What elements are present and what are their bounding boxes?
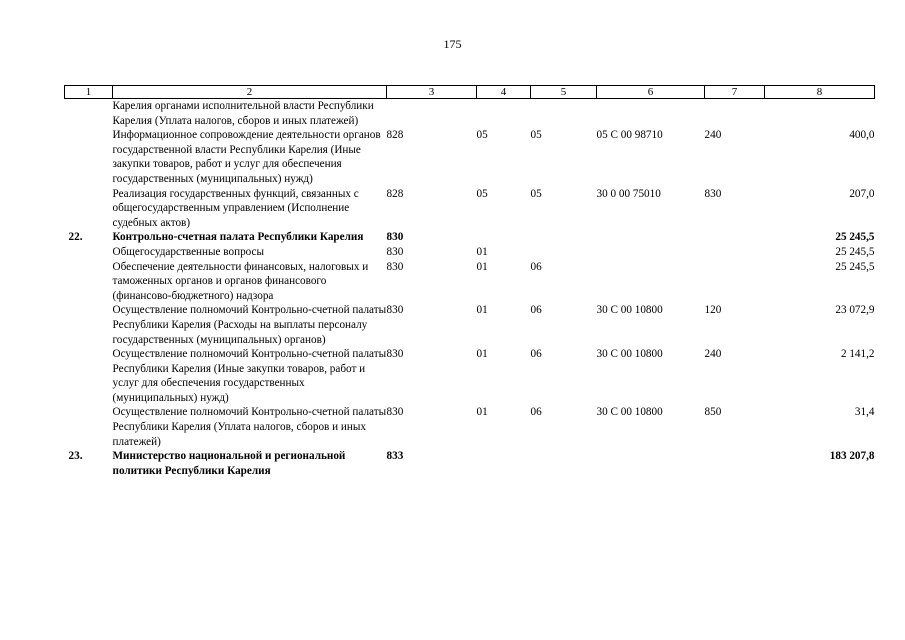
budget-table [64,85,875,478]
column-header-6: 6 [597,86,705,99]
target-article-cell [597,245,705,260]
subsection-code-cell [531,245,597,260]
subsection-code-cell: 05 [530,187,542,200]
target-article-cell: 30 С 00 10800 [596,304,663,317]
amount-cell: 2 141,2 [840,348,875,361]
amount-cell: 25 245,5 [835,260,875,273]
row-number-cell [65,303,113,347]
expense-type-cell: 240 [704,129,722,142]
section-code-cell: 01 [476,348,488,361]
target-article-cell: 30 С 00 10800 [596,406,663,419]
amount-cell [765,99,875,129]
item-name-cell: Карелия органами исполнительной власти Республики Карелия (Уплата налогов, сборов и иных платежей) [112,100,374,127]
expense-type-cell [705,230,765,245]
row-number-cell [65,260,113,304]
section-code-cell: 01 [476,245,488,258]
row-number-cell [65,187,113,231]
item-name-cell: Реализация государственных функций, связанных с общегосударственным управлением (Исполнение судебных актов) [112,187,359,229]
ministry-code-cell: 830 [386,348,404,361]
expense-type-cell [705,99,765,129]
amount-cell: 400,0 [849,129,875,142]
table-row [65,405,875,449]
table-row [65,128,875,186]
ministry-code-cell: 830 [386,406,404,419]
amount-cell: 25 245,5 [835,231,875,244]
ministry-code-cell: 833 [386,450,404,463]
column-header-3: 3 [387,86,477,99]
section-code-cell: 05 [476,129,488,142]
table-row [65,187,875,231]
ministry-code-cell: 830 [386,231,404,244]
item-name-cell: Общегосударственные вопросы [112,245,265,258]
table-row [65,347,875,405]
table-row [65,303,875,347]
column-header-2: 2 [113,86,387,99]
subsection-code-cell: 06 [530,304,542,317]
item-name-cell: Осуществление полномочий Контрольно-счетной палаты Республики Карелия (Уплата налогов, сборов и иных платежей) [112,406,387,448]
row-number-cell: 22. [68,231,83,244]
subsection-code-cell [531,230,597,245]
subsection-code-cell: 06 [530,406,542,419]
table-row [65,245,875,260]
item-name-cell: Министерство национальной и региональной политики Республики Карелия [112,450,346,477]
subsection-code-cell [531,99,597,129]
ministry-code-cell: 828 [386,129,404,142]
expense-type-cell: 240 [704,348,722,361]
section-code-cell: 01 [476,406,488,419]
table-row [65,260,875,304]
table-row [65,99,875,129]
expense-type-cell: 830 [704,187,722,200]
row-number-cell [65,245,113,260]
amount-cell: 23 072,9 [835,304,875,317]
column-header-5: 5 [531,86,597,99]
amount-cell: 207,0 [849,187,875,200]
row-number-cell: 23. [68,450,83,463]
column-number-header-row [65,86,875,99]
ministry-code-cell: 830 [386,245,404,258]
organization-row [65,449,875,478]
ministry-code-cell [387,99,477,129]
amount-cell: 31,4 [854,406,875,419]
column-header-8: 8 [765,86,875,99]
expense-type-cell: 850 [704,406,722,419]
organization-row [65,230,875,245]
target-article-cell: 30 0 00 75010 [596,187,661,200]
column-header-4: 4 [477,86,531,99]
page-number: 175 [443,37,462,51]
column-header-7: 7 [705,86,765,99]
item-name-cell: Обеспечение деятельности финансовых, налоговых и таможенных органов и органов финансового (финансово-бюджетного) надзора [112,260,369,302]
row-number-cell [65,99,113,129]
section-code-cell [477,230,531,245]
item-name-cell: Осуществление полномочий Контрольно-счетной палаты Республики Карелия (Расходы на выплаты персоналу государственных (муниципальных) органов) [112,304,387,346]
section-code-cell: 01 [476,304,488,317]
target-article-cell [597,449,705,478]
column-header-1: 1 [65,86,113,99]
section-code-cell: 05 [476,187,488,200]
expense-type-cell [705,449,765,478]
ministry-code-cell: 830 [386,260,404,273]
expense-type-cell [705,245,765,260]
item-name-cell: Контрольно-счетная палата Республики Карелия [112,231,364,244]
subsection-code-cell: 06 [530,260,542,273]
item-name-cell: Информационное сопровождение деятельности органов государственной власти Республики Карелия (Иные закупки товаров, работ и услуг для обеспечения государственных (муниципальных) нужд) [112,129,381,185]
ministry-code-cell: 828 [386,187,404,200]
amount-cell: 183 207,8 [829,450,875,463]
item-name-cell: Осуществление полномочий Контрольно-счетной палаты Республики Карелия (Иные закупки товаров, работ и услуг для обеспечения государственных (муниципальных) нужд) [112,348,387,404]
section-code-cell [477,449,531,478]
row-number-cell [65,128,113,186]
subsection-code-cell: 05 [530,129,542,142]
subsection-code-cell [531,449,597,478]
row-number-cell [65,347,113,405]
section-code-cell [477,99,531,129]
target-article-cell: 30 С 00 10800 [596,348,663,361]
target-article-cell: 05 С 00 98710 [596,129,663,142]
target-article-cell [597,230,705,245]
target-article-cell [597,99,705,129]
section-code-cell: 01 [476,260,488,273]
subsection-code-cell: 06 [530,348,542,361]
expense-type-cell [705,260,765,304]
target-article-cell [597,260,705,304]
row-number-cell [65,405,113,449]
ministry-code-cell: 830 [386,304,404,317]
amount-cell: 25 245,5 [835,245,875,258]
expense-type-cell: 120 [704,304,722,317]
